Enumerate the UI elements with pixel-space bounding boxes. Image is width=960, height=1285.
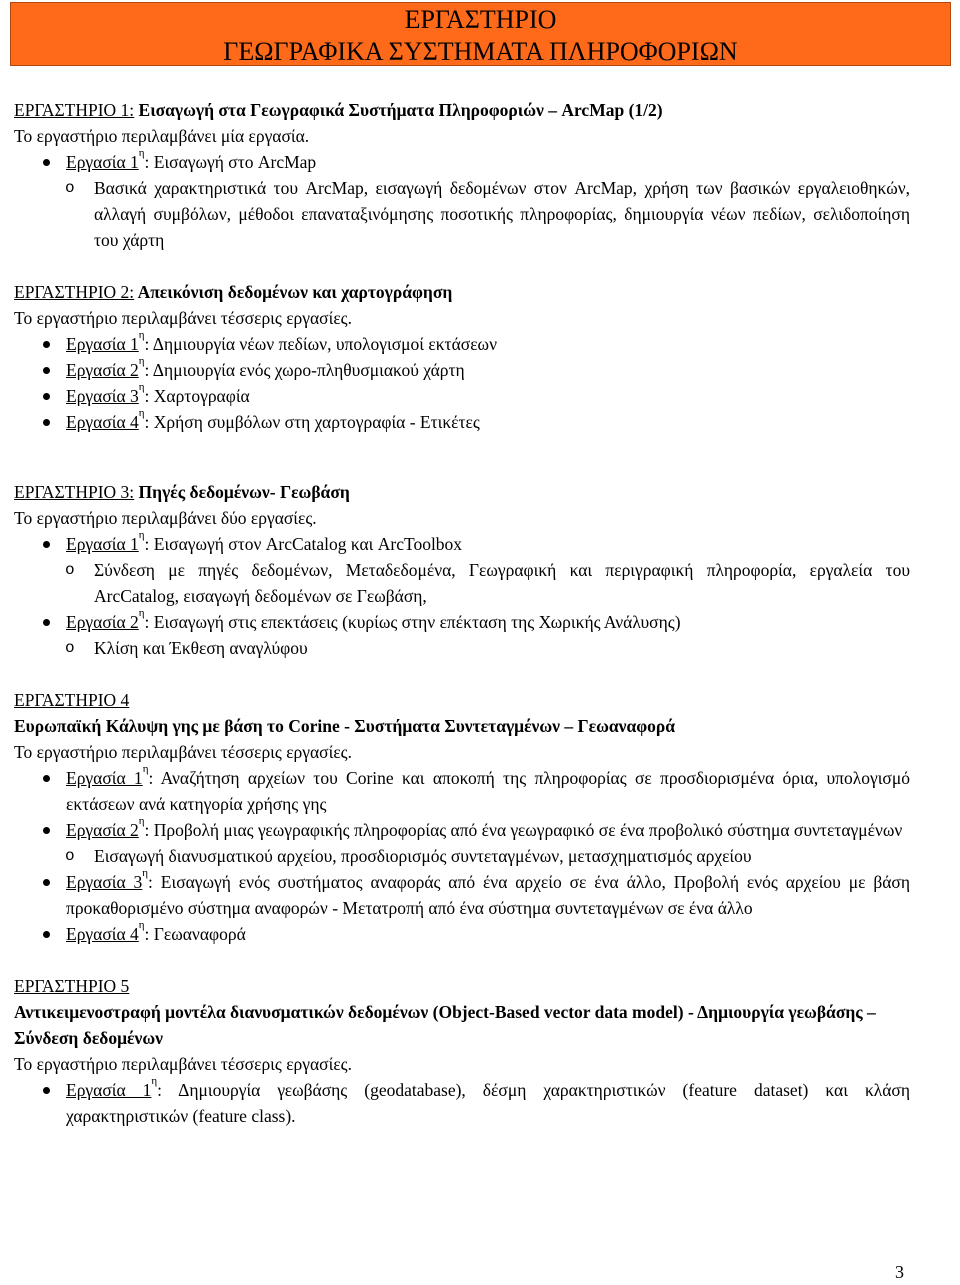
task-label: Εργασία 1 [66, 152, 139, 172]
lab-label: ΕΡΓΑΣΤΗΡΙΟ 2: [14, 282, 135, 302]
lab-label: ΕΡΓΑΣΤΗΡΙΟ 1: [14, 100, 135, 120]
task-text: : Χρήση συμβόλων στη χαρτογραφία - Ετικέτες [144, 412, 480, 432]
task-label: Εργασία 2 [66, 820, 139, 840]
lab-intro: Το εργαστήριο περιλαμβάνει μία εργασία. [14, 126, 310, 146]
task-list [14, 765, 910, 947]
lab-name: Πηγές δεδομένων- Γεωβάση [134, 482, 350, 502]
task-label: Εργασία 3 [66, 872, 143, 892]
task-item [14, 869, 910, 921]
task-label: Εργασία 3 [66, 386, 139, 406]
lab-intro: Το εργαστήριο περιλαμβάνει τέσσερις εργασίες. [14, 742, 352, 762]
subtask-list [66, 557, 910, 609]
task-item [14, 357, 910, 383]
task-superscript: η [138, 355, 145, 367]
task-item [14, 817, 910, 869]
task-list [14, 531, 910, 661]
task-item [14, 331, 910, 357]
lab-label: ΕΡΓΑΣΤΗΡΙΟ 4 [14, 690, 130, 710]
lab-subtitle: Αντικειμενοστραφή μοντέλα διανυσματικών δεδομένων (Object-Based vector data model) - Δημιουργία γεωβάσης – Σύνδεση δεδομένων [14, 1002, 876, 1048]
task-superscript: η [151, 1075, 158, 1087]
document-body [14, 97, 910, 1129]
task-text: : Εισαγωγή στο ArcMap [144, 152, 317, 172]
lab-title [14, 479, 910, 505]
task-superscript: η [138, 529, 145, 541]
task-text: : Εισαγωγή στον ArcCatalog και ArcToolbox [144, 534, 463, 554]
task-superscript: η [138, 381, 145, 393]
task-text: : Προβολή μιας γεωγραφικής πληροφορίας από ένα γεωγραφικό σε ένα προβολικό σύστημα συντεταγμένων [144, 820, 903, 840]
task-label: Εργασία 2 [66, 360, 139, 380]
lab-name: Εισαγωγή στα Γεωγραφικά Συστήματα Πληροφοριών – ArcMap (1/2) [134, 100, 663, 120]
task-item [14, 149, 910, 253]
task-item [14, 609, 910, 661]
lab-label: ΕΡΓΑΣΤΗΡΙΟ 5 [14, 976, 130, 996]
task-item [14, 383, 910, 409]
task-label: Εργασία 1 [66, 334, 139, 354]
lab-section-5 [14, 973, 910, 1129]
task-label: Εργασία 4 [66, 924, 139, 944]
lab-title [14, 279, 910, 305]
task-item [14, 409, 910, 435]
task-superscript: η [138, 607, 145, 619]
lab-subtitle: Ευρωπαϊκή Κάλυψη γης με βάση το Corine - Συστήματα Συντεταγμένων – Γεωαναφορά [14, 716, 676, 736]
page-number: 3 [895, 1262, 904, 1282]
task-text: : Δημιουργία νέων πεδίων, υπολογισμοί εκτάσεων [144, 334, 497, 354]
task-superscript: η [142, 867, 149, 879]
lab-name: Απεικόνιση δεδομένων και χαρτογράφηση [134, 282, 453, 302]
task-text: : Δημιουργία γεωβάσης (geodatabase), δέσμη χαρακτηριστικών (feature dataset) και κλάση χαρακτηριστικών (feature class). [66, 1080, 911, 1126]
task-superscript: η [138, 147, 145, 159]
lab-intro: Το εργαστήριο περιλαμβάνει τέσσερις εργασίες. [14, 308, 352, 328]
task-label: Εργασία 1 [66, 534, 139, 554]
lab-section-1 [14, 97, 910, 253]
lab-intro: Το εργαστήριο περιλαμβάνει τέσσερις εργασίες. [14, 1054, 352, 1074]
lab-section-3 [14, 479, 910, 661]
lab-section-2 [14, 279, 910, 435]
lab-title [14, 973, 910, 999]
task-superscript: η [142, 763, 149, 775]
task-superscript: η [138, 329, 145, 341]
task-superscript: η [138, 407, 145, 419]
lab-label: ΕΡΓΑΣΤΗΡΙΟ 3: [14, 482, 135, 502]
lab-section-4 [14, 687, 910, 947]
task-text: : Εισαγωγή στις επεκτάσεις (κυρίως στην επέκταση της Χωρικής Ανάλυσης) [144, 612, 681, 632]
subtask-list [66, 635, 910, 661]
lab-intro: Το εργαστήριο περιλαμβάνει δύο εργασίες. [14, 508, 317, 528]
task-label: Εργασία 1 [66, 1080, 152, 1100]
subtask-item: o Κλίση και Έκθεση αναγλύφου [14, 635, 910, 661]
task-text: : Γεωαναφορά [144, 924, 246, 944]
task-label: Εργασία 2 [66, 612, 139, 632]
subtask-item: o Εισαγωγή διανυσματικού αρχείου, προσδιορισμός συντεταγμένων, μετασχηματισμός αρχείου [14, 843, 910, 869]
task-item [14, 921, 910, 947]
subtask-item: o Βασικά χαρακτηριστικά του ArcMap, εισαγωγή δεδομένων στον ArcMap, χρήση των βασικών εργαλειοθηκών, αλλαγή συμβόλων, μέθοδοι επαναταξινόμησης ποσοτικής πληροφορίας, δημιουργία νέων πεδίων, σελιδοποίηση του χάρτη [14, 175, 910, 253]
task-label: Εργασία 1 [66, 768, 143, 788]
task-list [14, 1077, 910, 1129]
task-text: : Χαρτογραφία [144, 386, 250, 406]
task-item [14, 1077, 910, 1129]
subtask-list [66, 843, 910, 869]
task-text: : Αναζήτηση αρχείων του Corine και αποκοπή της πληροφορίας σε προσδιορισμένα όρια, υπολογισμό εκτάσεων ανά κατηγορία χρήσης γης [66, 768, 910, 814]
task-text: : Εισαγωγή ενός συστήματος αναφοράς από ένα αρχείο σε ένα άλλο, Προβολή ενός αρχείου με βάση προκαθορισμένο σύστημα αναφορών - Μετατροπή από ένα σύστημα συντεταγμένων σε ένα άλλο [66, 872, 911, 918]
task-superscript: η [138, 919, 145, 931]
task-item [14, 531, 910, 609]
task-superscript: η [138, 815, 145, 827]
task-label: Εργασία 4 [66, 412, 139, 432]
subtask-item: o Σύνδεση με πηγές δεδομένων, Μεταδεδομένα, Γεωγραφική και περιγραφική πληροφορία, εργαλεία του ArcCatalog, εισαγωγή δεδομένων σε Γεωβάση, [14, 557, 910, 609]
header-banner [10, 2, 951, 66]
task-item [14, 765, 910, 817]
task-list [14, 149, 910, 253]
lab-title [14, 687, 910, 713]
task-list [14, 331, 910, 435]
task-text: : Δημιουργία ενός χωρο-πληθυσμιακού χάρτη [144, 360, 465, 380]
lab-title [14, 97, 910, 123]
header-title-line2: ΓΕΩΓΡΑΦΙΚΑ ΣΥΣΤΗΜΑΤΑ ΠΛΗΡΟΦΟΡΙΩΝ [223, 37, 738, 66]
header-title-line1: ΕΡΓΑΣΤΗΡΙΟ [404, 5, 557, 34]
subtask-list [66, 175, 910, 253]
